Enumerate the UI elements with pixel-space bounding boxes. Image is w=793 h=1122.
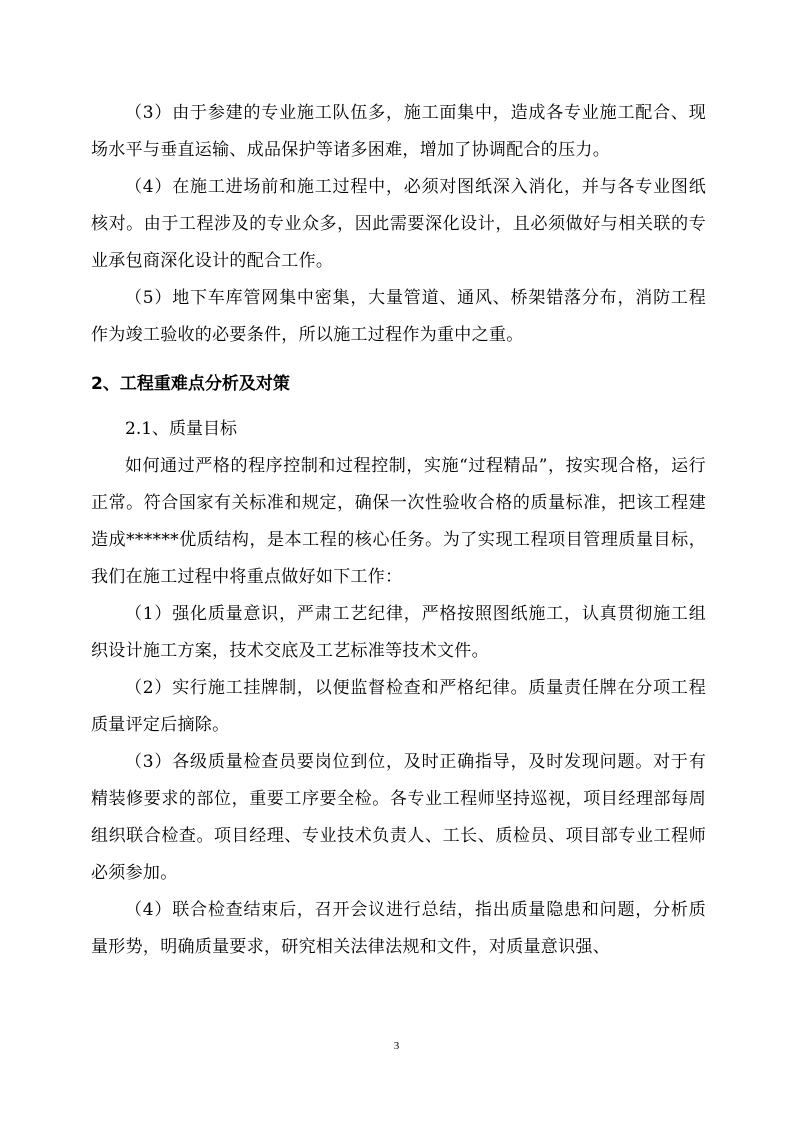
paragraph-measure-4: （4）联合检查结束后，召开会议进行总结，指出质量隐患和问题，分析质量形势，明确质量要求，研究相关法律法规和文件，对质量意识强、: [91, 900, 706, 957]
paragraph-item-4: （4）在施工进场前和施工过程中，必须对图纸深入消化，并与各专业图纸核对。由于工程涉及的专业众多，因此需要深化设计，且必须做好与相关联的专业承包商深化设计的配合工作。: [91, 177, 706, 271]
paragraph-measure-3: （3）各级质量检查员要岗位到位，及时正确指导，及时发现问题。对于有精装修要求的部位，重要工序要全检。各专业工程师坚持巡视，项目经理部每周组织联合检查。项目经理、专业技术负责人、工长、质检员、项目部专业工程师必须参加。: [91, 752, 706, 883]
paragraph-quality-intro: 如何通过严格的程序控制和过程控制，实施“过程精品”，按实现合格，运行正常。符合国家有关标准和规定，确保一次性验收合格的质量标准，把该工程建造成******优质结构，是本工程的核心任务。为了实现工程项目管理质量目标，我们在施工过程中将重点做好如下工作：: [91, 456, 706, 587]
paragraph-measure-2: （2）实行施工挂牌制，以便监督检查和严格纪律。质量责任牌在分项工程质量评定后摘除。: [91, 678, 706, 735]
paragraph-item-5: （5）地下车库管网集中密集，大量管道、通风、桥架错落分布，消防工程作为竣工验收的必要条件，所以施工过程作为重中之重。: [91, 288, 706, 345]
section-heading: 2、工程重难点分析及对策: [91, 374, 290, 394]
page-content: [91, 95, 706, 966]
paragraph-measure-1: （1）强化质量意识，严肃工艺纪律，严格按照图纸施工，认真贯彻施工组织设计施工方案，技术交底及工艺标准等技术文件。: [91, 604, 706, 661]
paragraph-item-3: （3）由于参建的专业施工队伍多，施工面集中，造成各专业施工配合、现场水平与垂直运输、成品保护等诸多困难，增加了协调配合的压力。: [91, 103, 706, 160]
subsection-heading: 2.1、质量目标: [125, 419, 238, 439]
page-number: 3: [393, 1040, 400, 1052]
